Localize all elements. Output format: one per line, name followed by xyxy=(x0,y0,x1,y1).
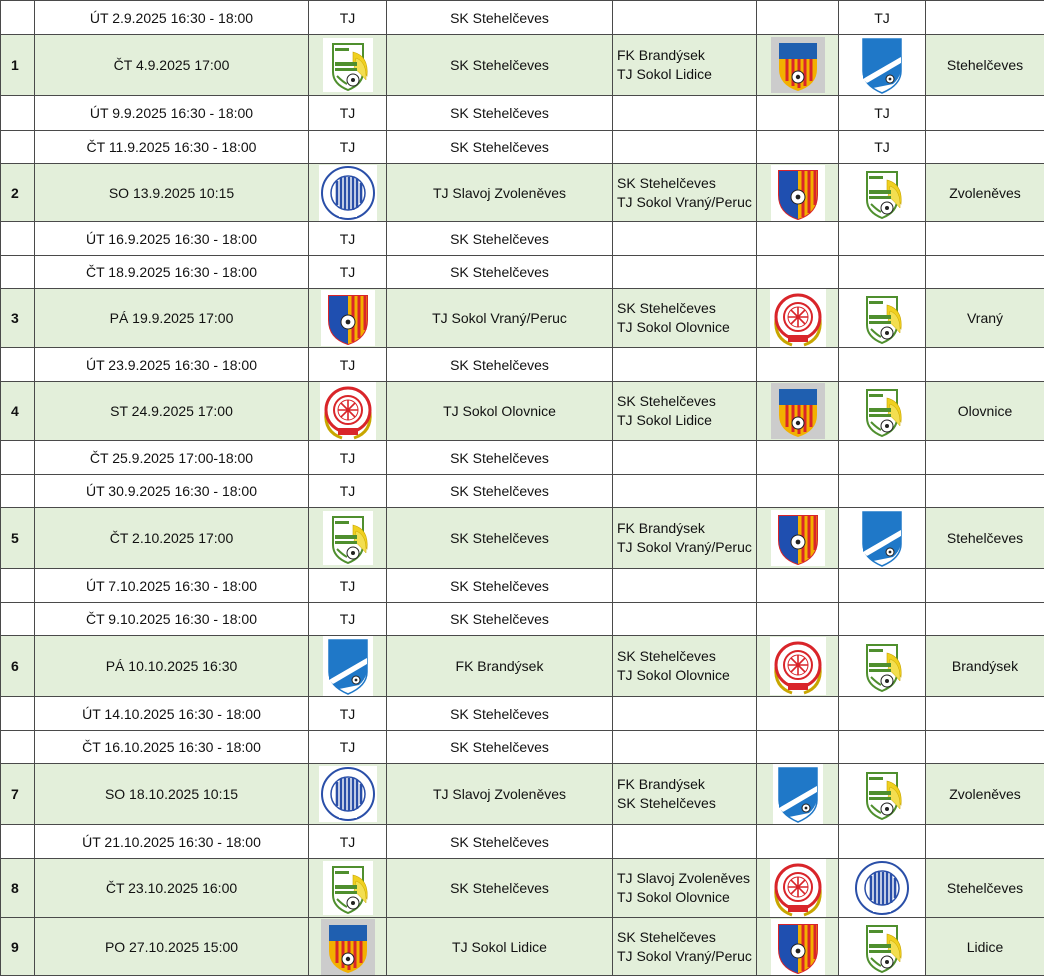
opponent-logo-cell xyxy=(839,764,926,825)
opponent-logo-cell xyxy=(757,918,839,976)
date-cell: ST 24.9.2025 17:00 xyxy=(35,382,309,441)
round-number-cell: 1 xyxy=(1,35,35,96)
opponent-name: TJ Sokol Olovnice xyxy=(617,667,730,683)
round-number-cell: 4 xyxy=(1,382,35,441)
type-cell: TJ xyxy=(309,731,387,764)
date-cell: PÁ 10.10.2025 16:30 xyxy=(35,636,309,697)
empty-cell xyxy=(757,569,839,603)
empty-cell xyxy=(613,475,757,508)
opponent-name: SK Stehelčeves xyxy=(617,795,716,811)
host-cell xyxy=(926,603,1044,636)
type-cell: TJ xyxy=(309,603,387,636)
empty-cell xyxy=(757,131,839,164)
host-cell: Brandýsek xyxy=(926,636,1044,697)
date-cell: ÚT 23.9.2025 16:30 - 18:00 xyxy=(35,348,309,382)
olovnice-crest xyxy=(770,637,826,695)
date-cell: ČT 2.10.2025 17:00 xyxy=(35,508,309,569)
match-row xyxy=(1,764,1044,825)
home-logo-cell xyxy=(309,764,387,825)
empty-cell xyxy=(613,1,757,35)
opponents-cell xyxy=(613,636,757,697)
type-cell: TJ xyxy=(309,222,387,256)
host-cell xyxy=(926,825,1044,859)
host-cell xyxy=(926,697,1044,731)
host-cell xyxy=(926,441,1044,475)
date-cell: PO 27.10.2025 15:00 xyxy=(35,918,309,976)
venue-cell: SK Stehelčeves xyxy=(387,256,613,289)
date-cell: ČT 25.9.2025 17:00-18:00 xyxy=(35,441,309,475)
round-number-cell: 2 xyxy=(1,164,35,222)
training-row xyxy=(1,825,1044,859)
stehelceves-crest xyxy=(323,861,373,915)
opponents-cell xyxy=(613,764,757,825)
empty-cell xyxy=(613,256,757,289)
date-cell: ČT 4.9.2025 17:00 xyxy=(35,35,309,96)
date-cell: ČT 9.10.2025 16:30 - 18:00 xyxy=(35,603,309,636)
opponent-logo-cell xyxy=(757,289,839,348)
opponent-name: SK Stehelčeves xyxy=(617,393,716,409)
type-cell xyxy=(839,569,926,603)
host-cell xyxy=(926,131,1044,164)
type-cell: TJ xyxy=(839,1,926,35)
host-cell xyxy=(926,96,1044,131)
opponent-name: SK Stehelčeves xyxy=(617,300,716,316)
opponent-name: SK Stehelčeves xyxy=(617,928,716,945)
venue-cell: SK Stehelčeves xyxy=(387,603,613,636)
training-row xyxy=(1,569,1044,603)
host-cell: Zvoleněves xyxy=(926,764,1044,825)
training-row xyxy=(1,475,1044,508)
opponents-cell xyxy=(613,164,757,222)
match-row xyxy=(1,636,1044,697)
empty-cell xyxy=(613,348,757,382)
round-number-cell: 6 xyxy=(1,636,35,697)
round-number-cell xyxy=(1,731,35,764)
host-cell: Lidice xyxy=(926,918,1044,976)
empty-cell xyxy=(613,441,757,475)
brandysek-crest xyxy=(857,35,907,95)
zvoleneves-crest xyxy=(319,165,377,221)
opponent-logo-cell xyxy=(839,35,926,96)
opponents-cell xyxy=(613,859,757,918)
date-cell: ČT 23.10.2025 16:00 xyxy=(35,859,309,918)
training-row xyxy=(1,222,1044,256)
home-logo-cell xyxy=(309,164,387,222)
lidice-crest xyxy=(771,37,825,93)
opponent-name: TJ Sokol Lidice xyxy=(617,412,712,428)
empty-cell xyxy=(757,475,839,508)
venue-cell: SK Stehelčeves xyxy=(387,697,613,731)
venue-cell: SK Stehelčeves xyxy=(387,222,613,256)
opponent-logo-cell xyxy=(757,764,839,825)
home-logo-cell xyxy=(309,918,387,976)
empty-cell xyxy=(613,96,757,131)
date-cell: SO 13.9.2025 10:15 xyxy=(35,164,309,222)
type-cell xyxy=(839,475,926,508)
venue-cell: SK Stehelčeves xyxy=(387,131,613,164)
lidice-crest xyxy=(321,919,375,975)
date-cell: ČT 11.9.2025 16:30 - 18:00 xyxy=(35,131,309,164)
stehelceves-crest xyxy=(857,920,907,974)
empty-cell xyxy=(757,697,839,731)
training-row xyxy=(1,441,1044,475)
venue-cell: SK Stehelčeves xyxy=(387,441,613,475)
round-number-cell xyxy=(1,96,35,131)
venue-cell: TJ Sokol Lidice xyxy=(387,918,613,976)
home-logo-cell xyxy=(309,859,387,918)
type-cell xyxy=(839,441,926,475)
opponent-name: TJ Slavoj Zvoleněves xyxy=(617,870,751,886)
host-cell xyxy=(926,731,1044,764)
training-row xyxy=(1,697,1044,731)
zvoleneves-crest xyxy=(853,860,911,916)
type-cell: TJ xyxy=(839,131,926,164)
host-cell: Vraný xyxy=(926,289,1044,348)
match-row xyxy=(1,382,1044,441)
match-row xyxy=(1,859,1044,918)
stehelceves-crest xyxy=(857,384,907,438)
type-cell: TJ xyxy=(309,441,387,475)
date-cell: ÚT 9.9.2025 16:30 - 18:00 xyxy=(35,96,309,131)
type-cell: TJ xyxy=(309,131,387,164)
empty-cell xyxy=(613,222,757,256)
stehelceves-crest xyxy=(857,639,907,693)
empty-cell xyxy=(757,348,839,382)
venue-cell: TJ Slavoj Zvoleněves xyxy=(387,764,613,825)
empty-cell xyxy=(613,569,757,603)
stehelceves-crest xyxy=(323,38,373,92)
opponent-name: FK Brandýsek xyxy=(617,520,705,536)
stehelceves-crest xyxy=(857,767,907,821)
empty-cell xyxy=(613,603,757,636)
olovnice-crest xyxy=(770,289,826,347)
opponent-name: SK Stehelčeves xyxy=(617,648,716,664)
opponent-name: TJ Sokol Vraný/Peruc xyxy=(617,539,752,555)
empty-cell xyxy=(613,825,757,859)
opponents-cell xyxy=(613,508,757,569)
empty-cell xyxy=(757,1,839,35)
opponent-logo-cell xyxy=(757,636,839,697)
opponent-logo-cell xyxy=(839,508,926,569)
empty-cell xyxy=(757,603,839,636)
date-cell: ÚT 16.9.2025 16:30 - 18:00 xyxy=(35,222,309,256)
round-number-cell xyxy=(1,697,35,731)
olovnice-crest xyxy=(320,382,376,440)
match-row xyxy=(1,289,1044,348)
type-cell: TJ xyxy=(309,1,387,35)
type-cell xyxy=(839,222,926,256)
opponent-logo-cell xyxy=(757,382,839,441)
host-cell: Stehelčeves xyxy=(926,35,1044,96)
venue-cell: TJ Slavoj Zvoleněves xyxy=(387,164,613,222)
date-cell: ČT 16.10.2025 16:30 - 18:00 xyxy=(35,731,309,764)
training-row xyxy=(1,256,1044,289)
host-cell: Olovnice xyxy=(926,382,1044,441)
match-row xyxy=(1,508,1044,569)
empty-cell xyxy=(757,96,839,131)
round-number-cell xyxy=(1,256,35,289)
round-number-cell xyxy=(1,825,35,859)
training-row xyxy=(1,348,1044,382)
round-number-cell xyxy=(1,475,35,508)
venue-cell: SK Stehelčeves xyxy=(387,475,613,508)
host-cell: Stehelčeves xyxy=(926,508,1044,569)
venue-cell: SK Stehelčeves xyxy=(387,859,613,918)
date-cell: SO 18.10.2025 10:15 xyxy=(35,764,309,825)
empty-cell xyxy=(757,441,839,475)
venue-cell: SK Stehelčeves xyxy=(387,1,613,35)
round-number-cell xyxy=(1,441,35,475)
opponent-name: TJ Sokol Olovnice xyxy=(617,319,730,335)
type-cell: TJ xyxy=(309,348,387,382)
type-cell xyxy=(839,825,926,859)
training-row xyxy=(1,731,1044,764)
opponent-logo-cell xyxy=(839,382,926,441)
opponents-cell xyxy=(613,35,757,96)
home-logo-cell xyxy=(309,382,387,441)
match-row xyxy=(1,918,1044,976)
venue-cell: SK Stehelčeves xyxy=(387,569,613,603)
date-cell: ÚT 21.10.2025 16:30 - 18:00 xyxy=(35,825,309,859)
home-logo-cell xyxy=(309,289,387,348)
opponent-logo-cell xyxy=(757,164,839,222)
type-cell: TJ xyxy=(309,96,387,131)
opponent-logo-cell xyxy=(839,918,926,976)
round-number-cell xyxy=(1,348,35,382)
round-number-cell xyxy=(1,222,35,256)
empty-cell xyxy=(757,256,839,289)
vrany-crest xyxy=(321,290,375,346)
vrany-crest xyxy=(771,919,825,975)
host-cell xyxy=(926,475,1044,508)
match-row xyxy=(1,164,1044,222)
opponents-cell xyxy=(613,918,757,976)
host-cell xyxy=(926,1,1044,35)
match-row xyxy=(1,35,1044,96)
type-cell: TJ xyxy=(309,569,387,603)
venue-cell: TJ Sokol Vraný/Peruc xyxy=(387,289,613,348)
empty-cell xyxy=(613,697,757,731)
host-cell xyxy=(926,256,1044,289)
vrany-crest xyxy=(771,510,825,566)
venue-cell: TJ Sokol Olovnice xyxy=(387,382,613,441)
date-cell: PÁ 19.9.2025 17:00 xyxy=(35,289,309,348)
type-cell: TJ xyxy=(309,825,387,859)
venue-cell: SK Stehelčeves xyxy=(387,508,613,569)
opponent-name: FK Brandýsek xyxy=(617,47,705,63)
host-cell xyxy=(926,569,1044,603)
opponent-name: TJ Sokol Vraný/Peruc xyxy=(617,947,752,964)
round-number-cell: 7 xyxy=(1,764,35,825)
stehelceves-crest xyxy=(323,511,373,565)
round-number-cell: 8 xyxy=(1,859,35,918)
training-row xyxy=(1,603,1044,636)
lidice-crest xyxy=(771,383,825,439)
round-number-cell: 5 xyxy=(1,508,35,569)
olovnice-crest xyxy=(770,859,826,917)
date-cell: ÚT 2.9.2025 16:30 - 18:00 xyxy=(35,1,309,35)
venue-cell: SK Stehelčeves xyxy=(387,96,613,131)
type-cell xyxy=(839,603,926,636)
training-row xyxy=(1,96,1044,131)
opponent-name: TJ Sokol Vraný/Peruc xyxy=(617,193,752,210)
zvoleneves-crest xyxy=(319,766,377,822)
venue-cell: SK Stehelčeves xyxy=(387,35,613,96)
round-number-cell xyxy=(1,569,35,603)
type-cell: TJ xyxy=(309,256,387,289)
date-cell: ČT 18.9.2025 16:30 - 18:00 xyxy=(35,256,309,289)
stehelceves-crest xyxy=(857,291,907,345)
opponent-name: TJ Sokol Lidice xyxy=(617,66,712,82)
host-cell xyxy=(926,222,1044,256)
venue-cell: SK Stehelčeves xyxy=(387,731,613,764)
opponent-logo-cell xyxy=(839,164,926,222)
venue-cell: SK Stehelčeves xyxy=(387,348,613,382)
brandysek-crest xyxy=(857,508,907,568)
empty-cell xyxy=(757,222,839,256)
type-cell: TJ xyxy=(839,96,926,131)
host-cell: Zvoleněves xyxy=(926,164,1044,222)
opponent-name: FK Brandýsek xyxy=(617,776,705,792)
empty-cell xyxy=(757,825,839,859)
vrany-crest xyxy=(771,165,825,221)
opponent-logo-cell xyxy=(757,859,839,918)
training-row xyxy=(1,131,1044,164)
opponent-name: TJ Sokol Olovnice xyxy=(617,889,730,905)
round-number-cell xyxy=(1,131,35,164)
round-number-cell: 3 xyxy=(1,289,35,348)
round-number-cell xyxy=(1,1,35,35)
opponent-logo-cell xyxy=(757,35,839,96)
round-number-cell: 9 xyxy=(1,918,35,976)
date-cell: ÚT 7.10.2025 16:30 - 18:00 xyxy=(35,569,309,603)
stehelceves-crest xyxy=(857,166,907,220)
type-cell xyxy=(839,731,926,764)
opponents-cell xyxy=(613,382,757,441)
opponent-logo-cell xyxy=(757,508,839,569)
brandysek-crest xyxy=(773,764,823,824)
empty-cell xyxy=(613,131,757,164)
home-logo-cell xyxy=(309,508,387,569)
opponent-logo-cell xyxy=(839,859,926,918)
type-cell xyxy=(839,256,926,289)
venue-cell: SK Stehelčeves xyxy=(387,825,613,859)
empty-cell xyxy=(757,731,839,764)
type-cell: TJ xyxy=(309,697,387,731)
home-logo-cell xyxy=(309,35,387,96)
brandysek-crest xyxy=(323,636,373,696)
type-cell: TJ xyxy=(309,475,387,508)
host-cell xyxy=(926,348,1044,382)
empty-cell xyxy=(613,731,757,764)
venue-cell: FK Brandýsek xyxy=(387,636,613,697)
opponent-name: SK Stehelčeves xyxy=(617,174,716,191)
round-number-cell xyxy=(1,603,35,636)
date-cell: ÚT 14.10.2025 16:30 - 18:00 xyxy=(35,697,309,731)
training-row xyxy=(1,1,1044,35)
opponent-logo-cell xyxy=(839,289,926,348)
home-logo-cell xyxy=(309,636,387,697)
opponent-logo-cell xyxy=(839,636,926,697)
type-cell xyxy=(839,697,926,731)
opponents-cell xyxy=(613,289,757,348)
date-cell: ÚT 30.9.2025 16:30 - 18:00 xyxy=(35,475,309,508)
host-cell: Stehelčeves xyxy=(926,859,1044,918)
type-cell xyxy=(839,348,926,382)
